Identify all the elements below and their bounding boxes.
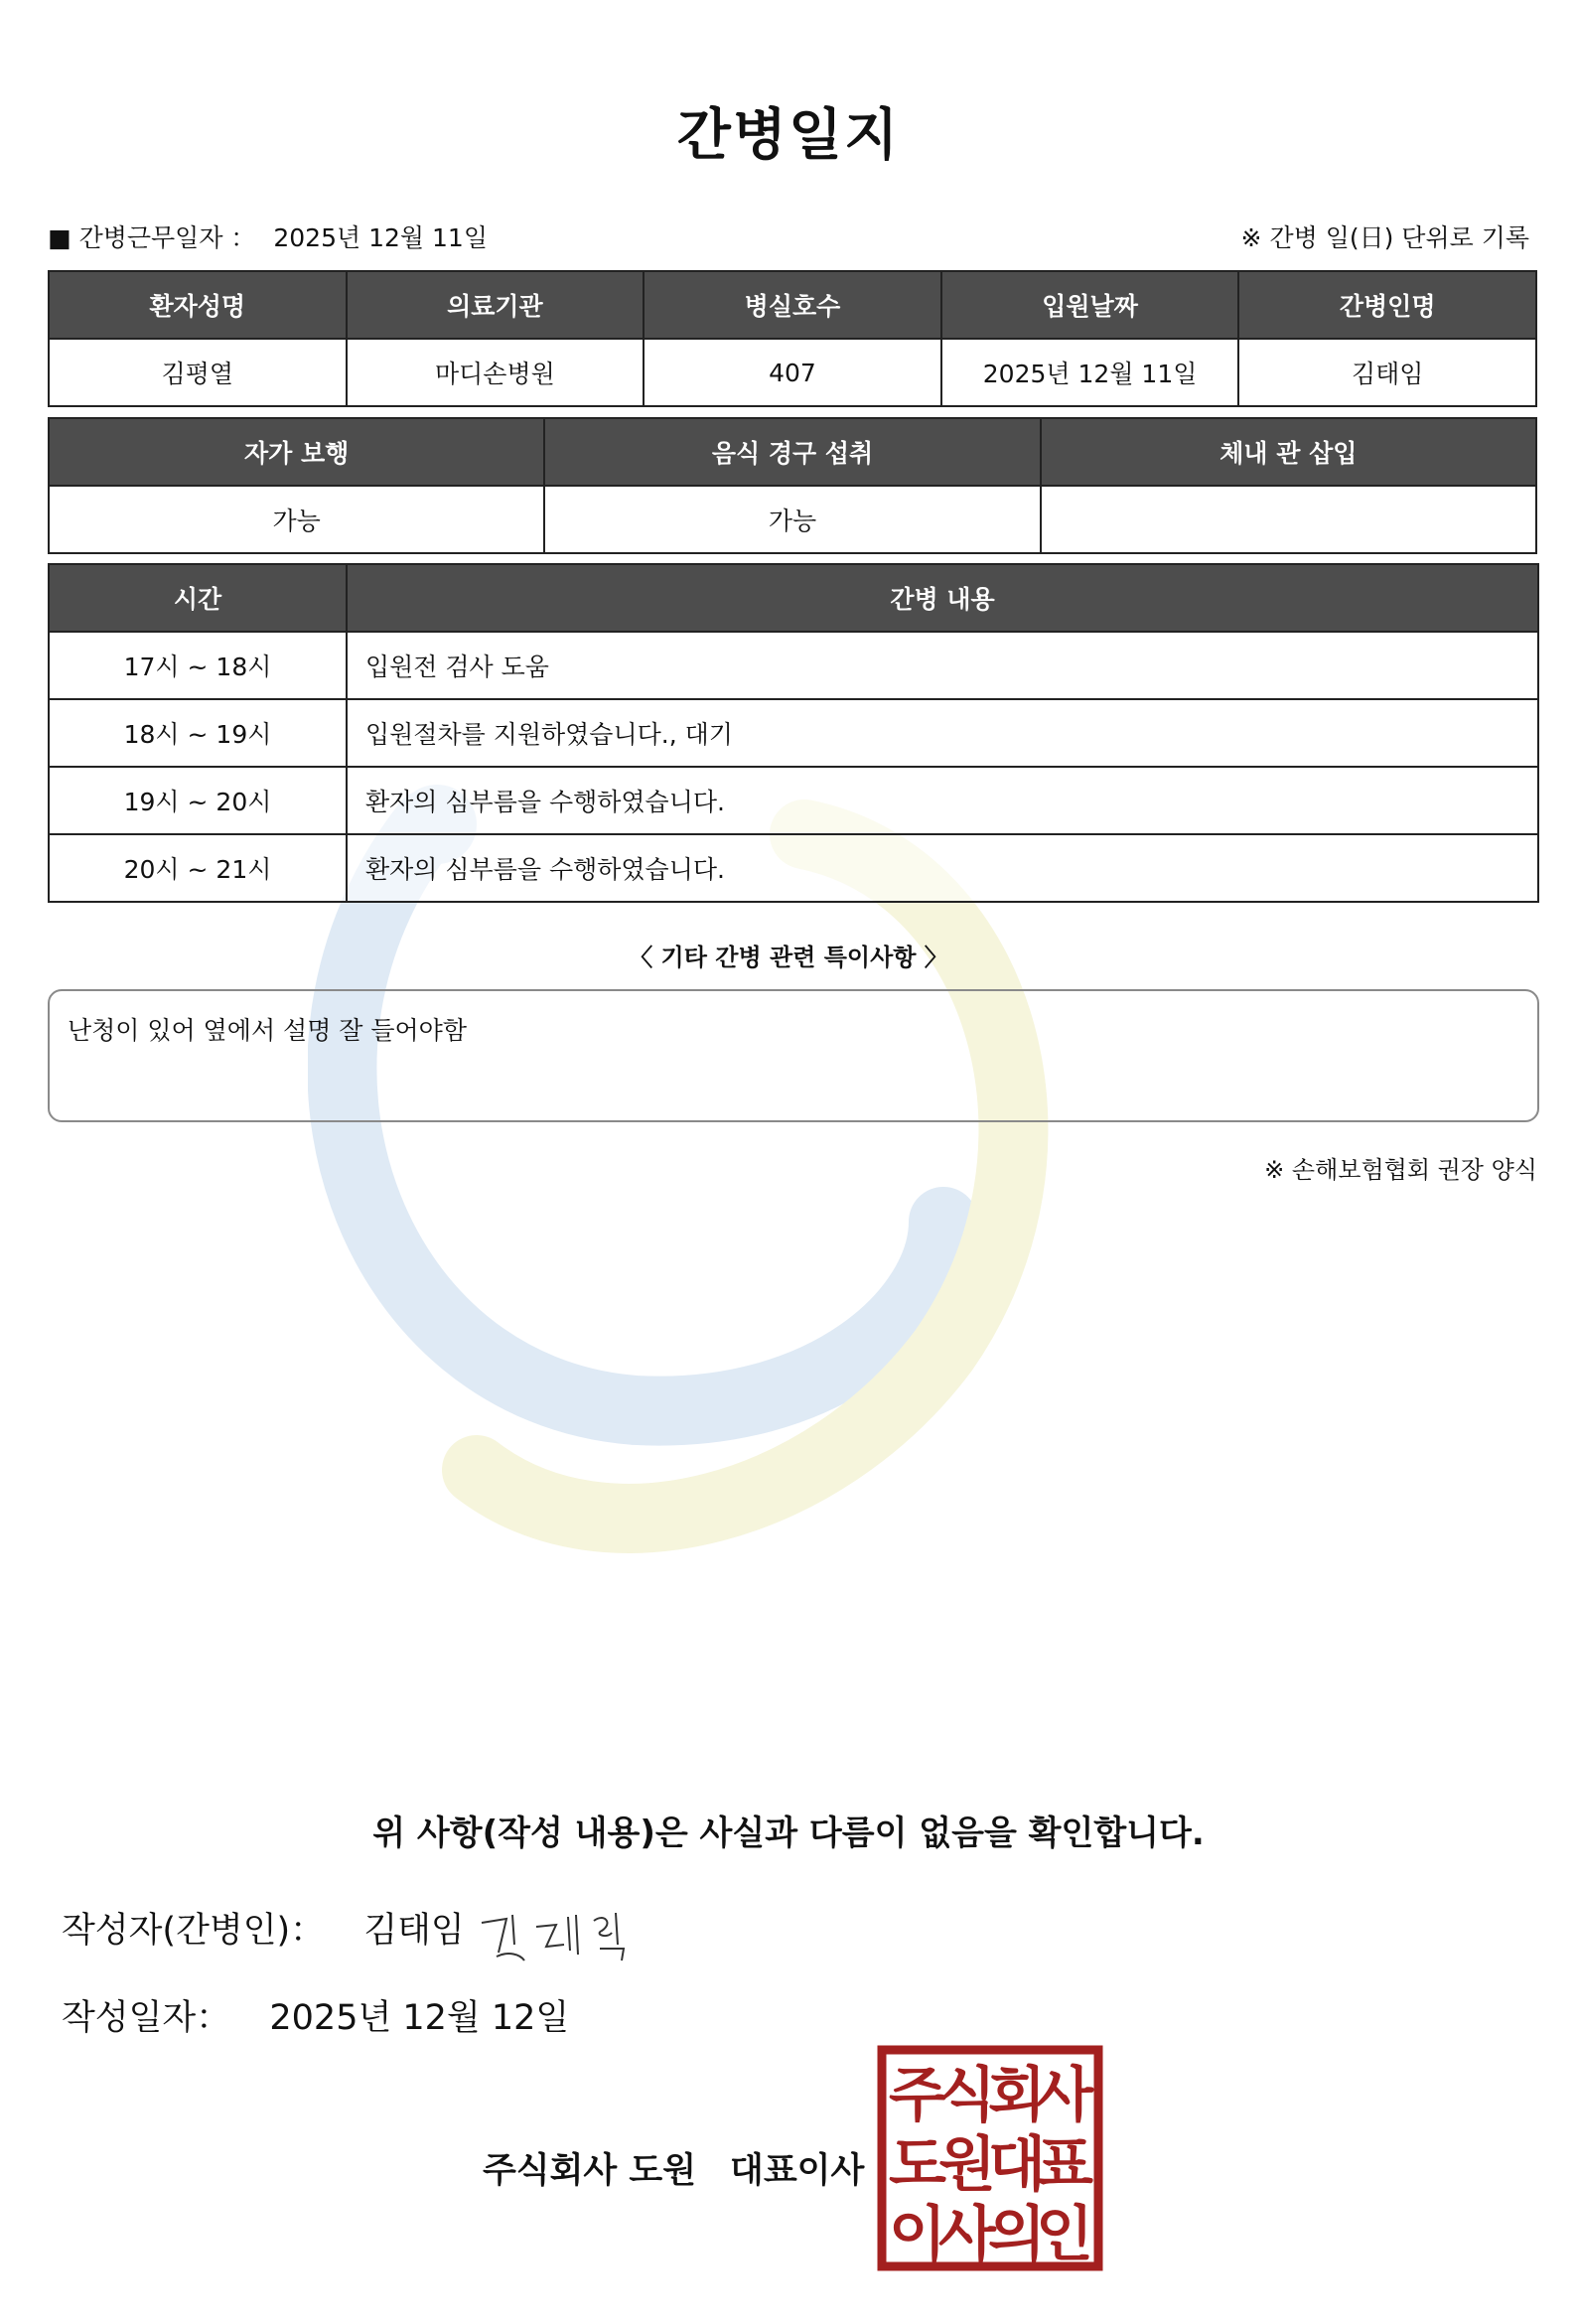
header-self-walking: 자가 보행 [49, 418, 544, 486]
patient-name: 김평열 [49, 339, 347, 406]
company-name: 주식회사 도원 [483, 2151, 697, 2191]
log-content: 환자의 심부름을 수행하였습니다. [347, 767, 1538, 834]
caregiver-name: 김태임 [1238, 339, 1536, 406]
tube-insertion-value [1041, 486, 1536, 553]
notes-box [48, 989, 1539, 1122]
meta-row [48, 218, 1529, 252]
header-care-content: 간병 내용 [347, 564, 1538, 632]
oral-intake-value: 가능 [544, 486, 1040, 553]
admission-date: 2025년 12월 11일 [941, 339, 1239, 406]
header-hospital: 의료기관 [347, 271, 645, 339]
company-line [483, 2143, 864, 2193]
page-title: 간병일지 [676, 103, 901, 168]
work-date-value: 2025년 12월 11일 [273, 223, 488, 252]
svg-text:의: 의 [988, 2200, 1046, 2269]
log-time: 17시 ~ 18시 [49, 632, 347, 699]
status-table [48, 417, 1537, 554]
log-time: 19시 ~ 20시 [49, 767, 347, 834]
company-seal [876, 2044, 1104, 2272]
log-content: 입원전 검사 도움 [347, 632, 1538, 699]
svg-text:표: 표 [1036, 2130, 1093, 2200]
log-content: 환자의 심부름을 수행하였습니다. [347, 834, 1538, 902]
work-date [48, 218, 488, 254]
written-date: 2025년 12월 12일 [269, 1998, 570, 2038]
notes-text: 난청이 있어 옆에서 설명 잘 들어야함 [68, 1016, 467, 1045]
room-number: 407 [644, 339, 941, 406]
date-line [62, 1990, 569, 2040]
recommendation-note: ※ 손해보험협회 권장 양식 [1264, 1156, 1537, 1184]
header-time: 시간 [49, 564, 347, 632]
care-log-table [48, 563, 1539, 903]
svg-text:이: 이 [889, 2200, 946, 2269]
svg-text:대: 대 [988, 2130, 1046, 2200]
svg-text:식: 식 [938, 2061, 996, 2130]
header-patient-name: 환자성명 [49, 271, 347, 339]
log-time: 20시 ~ 21시 [49, 834, 347, 902]
writer-label: 작성자(간병인)： [62, 1911, 326, 1951]
handwritten-signature [477, 1905, 636, 1964]
self-walking-value: 가능 [49, 486, 544, 553]
patient-table [48, 270, 1537, 407]
patient-table-value-row [49, 339, 1536, 406]
company-role: 대표이사 [730, 2151, 865, 2191]
status-table-header-row [49, 418, 1536, 486]
date-label: 작성일자： [62, 1998, 231, 2038]
notes-heading: 〈 기타 간병 관련 특이사항 〉 [629, 944, 948, 971]
table-row [49, 834, 1538, 902]
work-date-label: ■ 간병근무일자 ： [48, 223, 256, 252]
header-caregiver-name: 간병인명 [1238, 271, 1536, 339]
record-unit-note: ※ 간병 일(日) 단위로 기록 [1240, 223, 1529, 252]
confirmation-statement: 위 사항(작성 내용)은 사실과 다름이 없음을 확인합니다. [372, 1814, 1205, 1853]
header-room-number: 병실호수 [644, 271, 941, 339]
hospital-name: 마디손병원 [347, 339, 645, 406]
svg-text:원: 원 [938, 2130, 996, 2200]
svg-text:도: 도 [889, 2130, 946, 2200]
log-content: 입원절차를 지원하였습니다., 대기 [347, 699, 1538, 767]
svg-text:사: 사 [1036, 2061, 1093, 2130]
care-log-header-row [49, 564, 1538, 632]
header-oral-intake: 음식 경구 섭취 [544, 418, 1040, 486]
svg-text:주: 주 [889, 2061, 946, 2130]
patient-table-header-row [49, 271, 1536, 339]
svg-text:회: 회 [988, 2061, 1046, 2130]
log-time: 18시 ~ 19시 [49, 699, 347, 767]
table-row [49, 632, 1538, 699]
header-admission-date: 입원날짜 [941, 271, 1239, 339]
table-row [49, 767, 1538, 834]
writer-line [62, 1903, 465, 1953]
writer-name: 김태임 [363, 1911, 465, 1951]
svg-text:사: 사 [938, 2200, 996, 2269]
svg-text:인: 인 [1036, 2200, 1093, 2269]
header-tube-insertion: 체내 관 삽입 [1041, 418, 1536, 486]
status-table-value-row [49, 486, 1536, 553]
table-row [49, 699, 1538, 767]
